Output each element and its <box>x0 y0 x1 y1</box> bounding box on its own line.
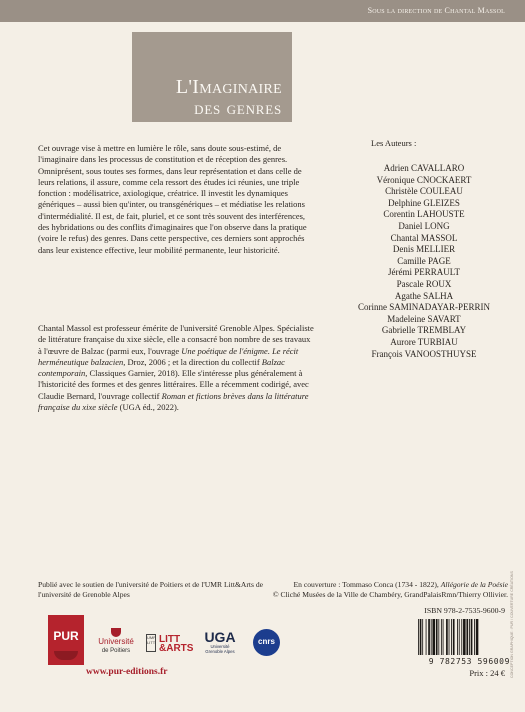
bio-text-3: , Classiques Garnier, 2018). Elle s'intéresse plus généralement à l'historicité des formes et des genres littéraires. Elle a récemment codirigé, avec Claudie Bernard, l'ouvrage collectif <box>38 368 309 401</box>
barcode-bar <box>418 619 419 655</box>
barcode-bar <box>441 619 442 655</box>
pur-logo-text: PUR <box>53 629 79 643</box>
author-name: Madeleine SAVART <box>387 313 461 324</box>
book-title-line2: des genres <box>194 98 282 119</box>
author-name: Aurore TURBIAU <box>390 336 458 347</box>
author-name: Corinne SAMINADAYAR-PERRIN <box>358 302 490 313</box>
cover-work-title: Allégorie de la Poésie <box>440 580 508 589</box>
barcode-bar <box>431 619 432 655</box>
barcode-bar <box>469 619 470 655</box>
barcode-number: 9 782753 596009 <box>428 657 510 666</box>
barcode-bar <box>461 619 462 655</box>
barcode <box>416 619 506 655</box>
author-name: Daniel LONG <box>398 220 450 231</box>
vertical-credit-text: CONCEPTION GRAPHIQUE : PUR / COUVERTURE CRÉATIONS <box>510 571 514 678</box>
barcode-bar <box>471 619 473 655</box>
bio-title-2: Balzac contemporain <box>38 356 285 379</box>
authors-list <box>340 163 508 360</box>
litt-arts-logo <box>146 632 192 656</box>
authors-heading: Les Auteurs : <box>371 138 417 148</box>
litt-arts-text: LITT &ARTS <box>159 634 194 654</box>
author-name: Corentin LAHOUSTE <box>383 209 465 220</box>
bio-text-1: Chantal Massol est professeur émérite de l'université Grenoble Alpes. Spécialiste de littérature française du xixe siècle, elle a consacré bon nombre de ses travaux à l'œuvre de Balzac (parmi eux, l'ouvrage <box>38 323 314 356</box>
barcode-bar <box>451 619 452 655</box>
top-band <box>0 0 525 22</box>
author-bio <box>38 323 316 413</box>
author-name: Agathe SALHA <box>394 290 454 301</box>
price: Prix : 24 € <box>469 668 505 678</box>
author-name: Camille PAGE <box>397 255 451 266</box>
poitiers-logo <box>94 628 138 655</box>
barcode-bar <box>459 619 460 655</box>
vertical-credit <box>510 571 518 678</box>
barcode-bar <box>466 619 468 655</box>
barcode-bar <box>457 619 458 655</box>
barcode-bar <box>422 619 423 655</box>
author-name: Jérémi PERRAULT <box>388 267 460 278</box>
poitiers-logo-line2: de Poitiers <box>101 648 131 654</box>
summary-text: Cet ouvrage vise à mettre en lumière le rôle, sans doute sous-estimé, de l'imaginaire dans les processus de constitution et de réception des genres. Omniprésent, sous toutes ses formes, dans leur représentation et dans celle de leurs relations, il assure, comme cela ressort des études ici réunies, une triple fonction : modélisatrice, axiologique, créatrice. Il investit les dynamiques génériques – aussi bien qu'inter, ou transgénériques – et médiatise les relations d'intermédialité. Il est, de fait, pluriel, et ce sont très souvent des interférences, des hybridations ou des conflits d'imaginaires que l'on observe dans la pratique (voire le refus) des genres. Dans cette perspective, ces derniers sont approchés dans leur existence effective, leur mobilité permanente, leur historicité. <box>38 143 307 255</box>
author-name: Christèle COULEAU <box>385 186 463 197</box>
barcode-bar <box>432 619 435 655</box>
shield-icon <box>111 628 121 637</box>
barcode-bar <box>449 619 450 655</box>
barcode-bar <box>463 619 466 655</box>
litt-arts-box: UMR LITT <box>146 634 156 652</box>
uga-logo-text: UGA <box>204 629 236 645</box>
pur-logo <box>48 615 84 665</box>
bio-title-1: Une poétique de l'énigme. Le récit herméneutique balzacien <box>38 345 299 367</box>
author-name: Chantal MASSOL <box>390 232 458 243</box>
isbn: ISBN 978-2-7535-9600-9 <box>424 606 505 615</box>
cover-credit <box>270 580 508 600</box>
bio-text-2: , Droz, 2006 ; et la direction du collectif <box>123 356 262 367</box>
partner-logos <box>38 612 288 668</box>
uga-logo <box>202 630 238 654</box>
uga-logo-subtitle: Université Grenoble Alpes <box>205 644 235 654</box>
bio-title-3: Roman et fictions brèves dans la littérature française du xixe siècle <box>38 390 309 413</box>
barcode-bar <box>426 619 427 655</box>
bio-text-4: (UGA éd., 2022). <box>117 402 179 413</box>
editor-credit: Sous la direction de Chantal Massol <box>367 6 505 15</box>
support-notice: Publié avec le soutien de l'université de Poitiers et de l'UMR Litt&Arts de l'université de Grenoble Alpes <box>38 580 264 599</box>
author-name: François VANOOSTHUYSE <box>371 348 477 359</box>
barcode-bar <box>428 619 430 655</box>
author-name: Adrien CAVALLARO <box>383 163 465 173</box>
cnrs-logo <box>253 629 280 656</box>
barcode-bar <box>446 619 448 655</box>
book-title-line1: L'Imaginaire <box>175 76 282 98</box>
barcode-bar <box>474 619 475 655</box>
author-name: Delphine GLEIZES <box>388 197 460 208</box>
author-name: Gabrielle TREMBLAY <box>381 325 467 336</box>
barcode-bar <box>420 619 422 655</box>
cnrs-logo-text: cnrs <box>258 637 275 646</box>
publisher-website-link[interactable]: www.pur-editions.fr <box>86 667 168 677</box>
barcode-bar <box>436 619 438 655</box>
cover-credit-prefix: En couverture : Tommaso Conca (1734 - 1822), <box>293 580 441 589</box>
barcode-bar <box>438 619 439 655</box>
author-name: Pascale ROUX <box>396 278 452 289</box>
poitiers-logo-line1: Université <box>98 637 134 646</box>
cover-photo-credit: © Cliché Musées de la Ville de Chambéry, GrandPalaisRmn/Thierry Ollivier. <box>272 590 508 599</box>
author-name: Denis MELLIER <box>392 244 456 255</box>
author-name: Véronique CNOCKAERT <box>376 174 472 185</box>
barcode-bar <box>476 619 479 655</box>
barcode-bar <box>453 619 455 655</box>
title-box <box>132 32 292 122</box>
barcode-bar <box>443 619 444 655</box>
